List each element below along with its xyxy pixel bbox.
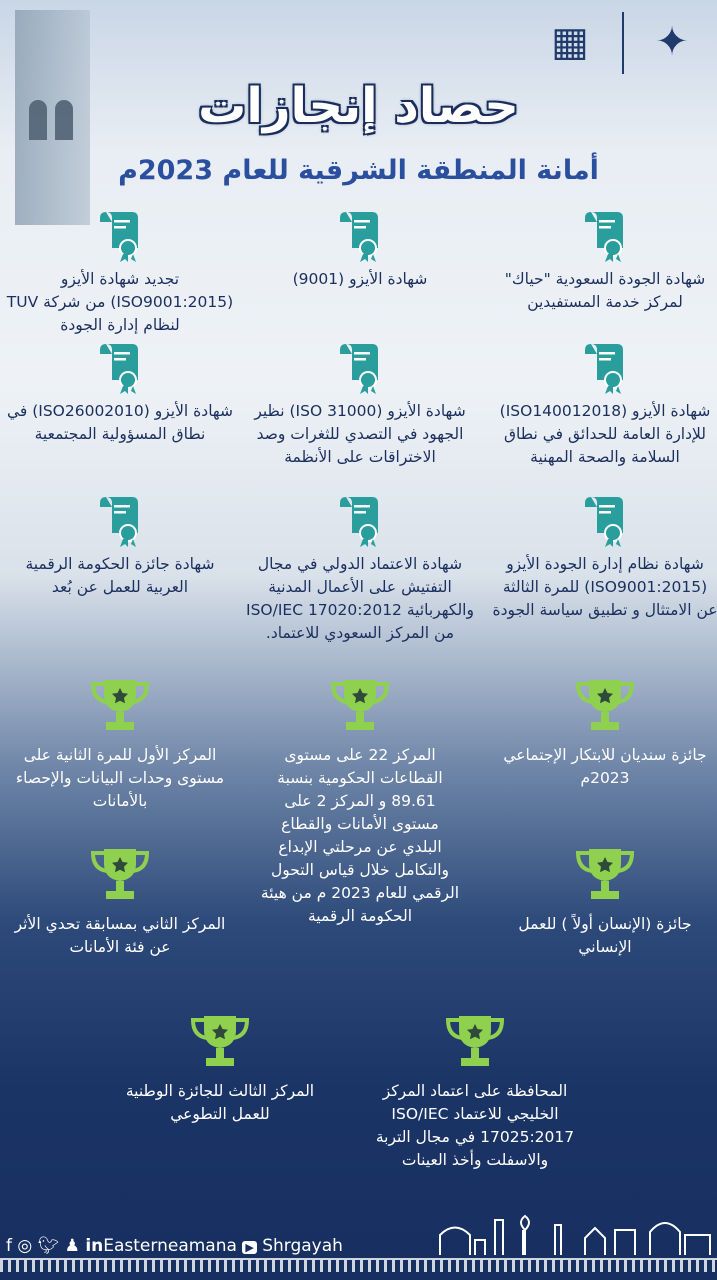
award-item bbox=[5, 676, 235, 813]
award-text: جائزة (الإنسان أولاً ) للعمل الإنساني bbox=[518, 915, 692, 956]
award-item bbox=[105, 1012, 335, 1126]
instagram-icon[interactable]: ◎ bbox=[17, 1236, 33, 1256]
trophy-icon bbox=[329, 676, 391, 738]
award-text: المركز 22 على مستوى القطاعات الحكومية بنسبة 89.61 و المركز 2 على مستوى الأمانات والقطاع البلدي عن مرحلتي الإبداع والتكامل خلال قياس التحول الرقمي للعام 2023 م من هيئة الحكومة الرقمية bbox=[260, 746, 460, 925]
award-text: المحافظة على اعتماد المركز الخليجي للاعتماد ISO/IEC 17025:2017 في مجال التربة والاسفلت وأخذ العينات bbox=[375, 1082, 575, 1169]
trophy-icon bbox=[444, 1012, 506, 1074]
certificate-item bbox=[490, 342, 717, 469]
handle-easterneamana[interactable]: Easterneamana bbox=[103, 1236, 237, 1256]
certificate-icon bbox=[583, 342, 627, 394]
logo-divider bbox=[622, 12, 624, 74]
certificate-item bbox=[5, 210, 235, 337]
award-text: جائزة سنديان للابتكار الإجتماعي 2023م bbox=[503, 746, 707, 787]
certificate-item bbox=[5, 495, 235, 599]
award-item bbox=[490, 676, 717, 790]
award-item bbox=[5, 845, 235, 959]
trophy-icon bbox=[89, 676, 151, 738]
social-links bbox=[6, 1236, 343, 1256]
facebook-icon[interactable]: f bbox=[6, 1236, 12, 1256]
certificate-icon bbox=[98, 342, 142, 394]
certificate-icon bbox=[583, 210, 627, 262]
certificate-icon bbox=[583, 495, 627, 547]
certificate-text: شهادة الأيزو (ISO 31000) نظير الجهود في التصدي للثغرات وصد الاختراقات على الأنظمة bbox=[254, 402, 466, 466]
award-item bbox=[490, 845, 717, 959]
trophy-icon bbox=[574, 676, 636, 738]
city-skyline bbox=[435, 1210, 715, 1255]
youtube-icon[interactable]: ▶ bbox=[242, 1241, 256, 1254]
award-item bbox=[260, 676, 460, 928]
trophy-icon bbox=[574, 845, 636, 907]
certificate-item bbox=[490, 495, 717, 622]
certificate-text: شهادة الأيزو (ISO26002010) في نطاق المسؤولية المجتمعية bbox=[6, 402, 234, 443]
certificate-item bbox=[245, 495, 475, 645]
certificate-item bbox=[5, 342, 235, 446]
award-text: المركز الثاني بمسابقة تحدي الأثر عن فئة الأمانات bbox=[14, 915, 226, 956]
certificate-text: شهادة الاعتماد الدولي في مجال التفتيش على الأعمال المدنية والكهربائية ISO/IEC 17020:2012 من المركز السعودي للاعتماد. bbox=[246, 555, 474, 642]
certificate-text: تجديد شهادة الأيزو (ISO9001:2015) من شركة TUV لنظام إدارة الجودة bbox=[6, 270, 234, 334]
trophy-icon bbox=[189, 1012, 251, 1074]
certificate-icon bbox=[98, 210, 142, 262]
handle-shrgayah[interactable]: Shrgayah bbox=[262, 1236, 343, 1256]
page-subtitle: أمانة المنطقة الشرقية للعام 2023م bbox=[118, 155, 599, 186]
certificate-icon bbox=[338, 210, 382, 262]
footer bbox=[0, 1232, 717, 1280]
amana-logo: ▦ bbox=[551, 19, 589, 65]
certificate-item bbox=[245, 210, 475, 291]
decorative-band bbox=[0, 1258, 717, 1272]
snapchat-icon[interactable]: ♟ bbox=[64, 1236, 80, 1256]
certificate-text: شهادة الجودة السعودية "حياك" لمركز خدمة المستفيدين bbox=[504, 270, 706, 311]
certificate-text: شهادة الأيزو (9001) bbox=[292, 270, 428, 288]
linkedin-icon[interactable]: in bbox=[85, 1236, 104, 1256]
certificate-item bbox=[245, 342, 475, 469]
certificate-text: شهادة الأيزو (ISO140012018) للإدارة العامة للحدائق في نطاق السلامة والصحة المهنية bbox=[499, 402, 711, 466]
certificate-text: شهادة جائزة الحكومة الرقمية العربية للعمل عن بُعد bbox=[25, 555, 215, 596]
twitter-icon[interactable]: 🐦︎ bbox=[37, 1236, 60, 1256]
certificate-icon bbox=[98, 495, 142, 547]
award-text: المركز الثالث للجائزة الوطنية للعمل التطوعي bbox=[125, 1082, 315, 1123]
certificate-icon bbox=[338, 495, 382, 547]
certificate-item bbox=[490, 210, 717, 314]
trophy-icon bbox=[89, 845, 151, 907]
award-item bbox=[360, 1012, 590, 1172]
certificate-text: شهادة نظام إدارة الجودة الأيزو (ISO9001:2015) للمرة الثالثة عن الامتثال و تطبيق سياسة الجودة bbox=[492, 555, 717, 619]
page-title: حصاد إنجازات bbox=[198, 78, 519, 134]
saudi-emblem-logo: ✦ bbox=[655, 19, 689, 65]
certificate-icon bbox=[338, 342, 382, 394]
award-text: المركز الأول للمرة الثانية على مستوى وحدات البيانات والإحصاء بالأمانات bbox=[15, 746, 225, 810]
